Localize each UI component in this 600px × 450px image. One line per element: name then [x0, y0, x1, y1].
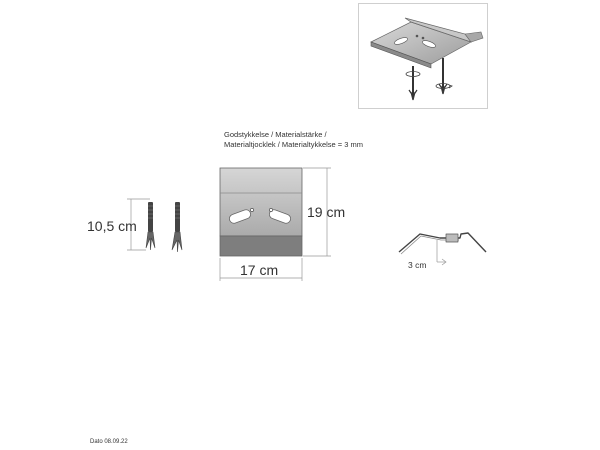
material-note-line-1: Godstykkelse / Materialstärke / [224, 130, 327, 139]
bracket-front-view [220, 168, 302, 256]
plate-lower [220, 236, 302, 256]
material-note-line-2: Materialtjocklek / Materialtykkelse = 3 mm [224, 140, 363, 149]
plate-upper [220, 168, 302, 236]
height-dimension-label: 19 cm [307, 204, 346, 220]
screw-length-label: 10,5 cm [87, 218, 137, 234]
screw-right [172, 202, 182, 252]
bracket-side-profile [399, 233, 486, 254]
footer-date: Dato 08.09.22 [90, 439, 128, 445]
hole-left [250, 208, 253, 211]
screw-left [146, 202, 155, 250]
profile-step-label: 3 cm [408, 260, 427, 270]
width-dimension-label: 17 cm [240, 262, 279, 278]
profile-dimension-line [437, 240, 446, 265]
hole-right [269, 208, 272, 211]
